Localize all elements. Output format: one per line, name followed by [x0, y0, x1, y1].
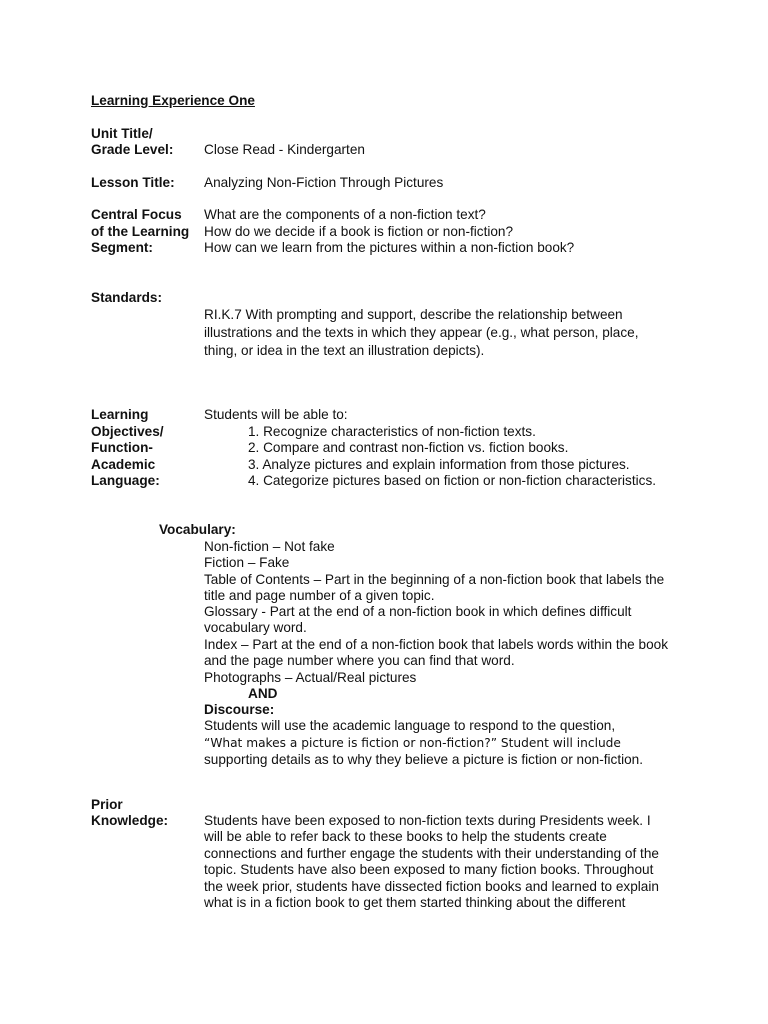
objectives-intro: Students will be able to:	[204, 407, 348, 422]
prior-line: will be able to refer back to these books to help the students create	[204, 829, 607, 844]
and-connector: AND	[248, 686, 278, 701]
standards-line: RI.K.7 With prompting and support, describe the relationship between	[204, 307, 623, 322]
prior-line: the week prior, students have dissected fiction books and learned to explain	[204, 879, 659, 894]
vocabulary-line: Non-fiction – Not fake	[204, 539, 335, 554]
unit-title-value: Close Read - Kindergarten	[204, 142, 365, 157]
vocabulary-line: Index – Part at the end of a non-fiction book that labels words within the book	[204, 637, 668, 652]
lesson-title-label: Lesson Title:	[91, 175, 175, 190]
grade-level-label: Grade Level:	[91, 142, 174, 157]
central-focus-label-1: Central Focus	[91, 207, 182, 222]
vocabulary-line: Table of Contents – Part in the beginning of a non-fiction book that labels the	[204, 572, 665, 587]
vocabulary-line: and the page number where you can find that word.	[204, 653, 515, 668]
discourse-label: Discourse:	[204, 702, 275, 717]
document-heading: Learning Experience One	[91, 93, 255, 108]
objectives-label-2: Objectives/	[91, 424, 164, 439]
central-focus-line: What are the components of a non-fiction text?	[204, 207, 486, 222]
prior-line: connections and further engage the students with their understanding of the	[204, 846, 659, 861]
objectives-label-1: Learning	[91, 407, 149, 422]
central-focus-line: How do we decide if a book is fiction or non-fiction?	[204, 224, 514, 239]
objective-item: 4. Categorize pictures based on fiction or non-fiction characteristics.	[248, 473, 657, 488]
vocabulary-line: Fiction – Fake	[204, 555, 290, 570]
unit-title-label: Unit Title/	[91, 126, 153, 141]
lesson-title-value: Analyzing Non-Fiction Through Pictures	[204, 175, 444, 190]
discourse-line: supporting details as to why they believe a picture is fiction or non-fiction.	[204, 752, 644, 767]
objective-item: 3. Analyze pictures and explain information from those pictures.	[248, 457, 630, 472]
vocabulary-line: Photographs – Actual/Real pictures	[204, 670, 417, 685]
objectives-label-3: Function-	[91, 440, 153, 455]
prior-line: Students have been exposed to non-fiction texts during Presidents week. I	[204, 813, 651, 828]
standards-label: Standards:	[91, 290, 163, 305]
standards-line: thing, or idea in the text an illustration depicts).	[204, 343, 485, 358]
standards-line: illustrations and the texts in which they appear (e.g., what person, place,	[204, 325, 639, 340]
objectives-label-4: Academic	[91, 457, 156, 472]
vocabulary-line: vocabulary word.	[204, 620, 307, 635]
central-focus-line: How can we learn from the pictures within a non-fiction book?	[204, 240, 575, 255]
discourse-question: “What makes a picture is fiction or non-fiction?” Student will include	[204, 736, 621, 750]
vocabulary-line: title and page number of a given topic.	[204, 588, 435, 603]
vocabulary-line: Glossary - Part at the end of a non-fiction book in which defines difficult	[204, 604, 632, 619]
prior-label-2: Knowledge:	[91, 813, 169, 828]
vocabulary-label: Vocabulary:	[159, 522, 236, 537]
prior-label-1: Prior	[91, 797, 123, 812]
objective-item: 1. Recognize characteristics of non-fiction texts.	[248, 424, 536, 439]
central-focus-label-3: Segment:	[91, 240, 153, 255]
prior-line: what is in a fiction book to get them started thinking about the different	[204, 895, 626, 910]
prior-line: topic. Students have also been exposed to many fiction books. Throughout	[204, 862, 654, 877]
discourse-line: Students will use the academic language to respond to the question,	[204, 718, 616, 733]
objective-item: 2. Compare and contrast non-fiction vs. fiction books.	[248, 440, 569, 455]
central-focus-label-2: of the Learning	[91, 224, 190, 239]
objectives-label-5: Language:	[91, 473, 160, 488]
